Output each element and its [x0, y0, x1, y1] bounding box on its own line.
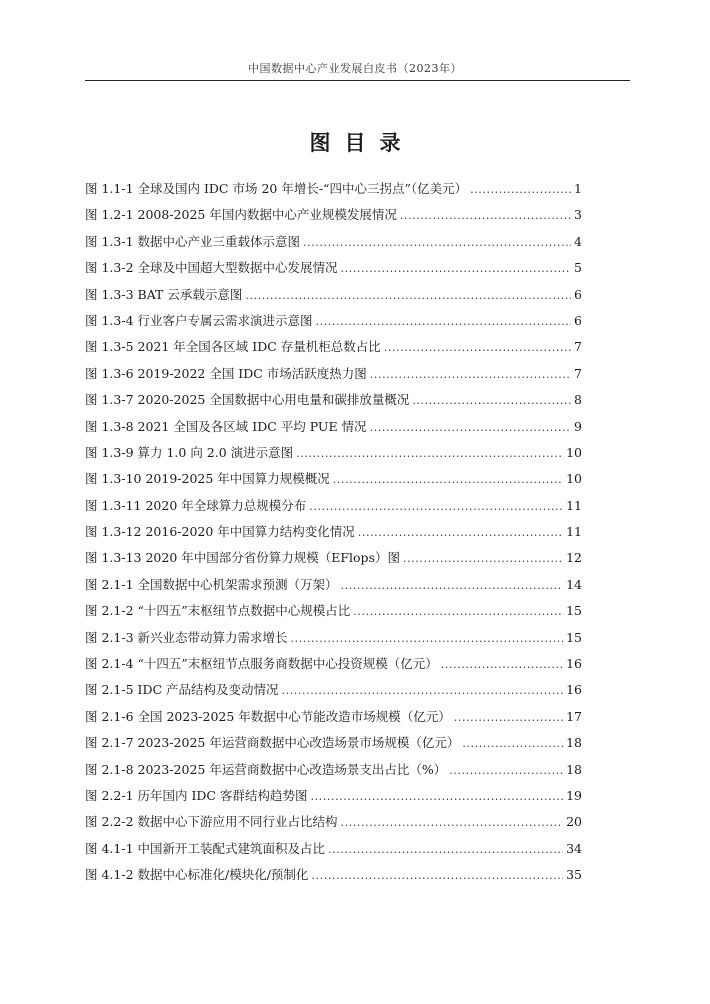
dot-leader [282, 678, 564, 704]
dot-leader [370, 415, 571, 441]
toc-entry[interactable] [85, 519, 582, 545]
toc-entry-label: 图 2.1-8 2023-2025 年运营商数据中心改造场景支出占比（%） [85, 761, 447, 777]
toc-entry-page-number: 8 [574, 392, 582, 408]
dot-leader [311, 863, 563, 889]
toc-entry-label: 图 1.3-5 2021 年全国各区域 IDC 存量机柜总数占比 [85, 339, 381, 355]
toc-entry-label: 图 1.3-3 BAT 云承载示意图 [85, 286, 243, 302]
toc-entry-page-number: 12 [566, 550, 582, 566]
toc-entry-label: 图 2.1-1 全国数据中心机架需求预测（万架） [85, 576, 338, 592]
toc-entry-label: 图 2.2-1 历年国内 IDC 客群结构趋势图 [85, 787, 308, 803]
toc-entry[interactable] [85, 414, 582, 440]
dot-leader [245, 283, 571, 309]
toc-entry-page-number: 3 [574, 207, 582, 223]
toc-entry-page-number: 16 [566, 682, 582, 698]
toc-entry-label: 图 4.1-1 中国新开工装配式建筑面积及占比 [85, 840, 326, 856]
toc-entry-label: 图 2.1-3 新兴业态带动算力需求增长 [85, 629, 288, 645]
toc-entry-page-number: 4 [574, 233, 582, 249]
toc-entry[interactable] [85, 308, 582, 334]
toc-entry-page-number: 7 [574, 339, 582, 355]
toc-entry[interactable] [85, 625, 582, 651]
dot-leader [454, 705, 563, 731]
toc-entry-label: 图 1.3-13 2020 年中国部分省份算力规模（EFlops）图 [85, 550, 400, 566]
toc-entry-label: 图 2.1-2 “十四五”末枢纽节点数据中心规模占比 [85, 603, 351, 619]
dot-leader [341, 810, 564, 836]
dot-leader [470, 177, 571, 203]
dot-leader [370, 362, 571, 388]
toc-entry-label: 图 1.3-9 算力 1.0 向 2.0 演进示意图 [85, 444, 294, 460]
dot-leader [403, 546, 563, 572]
toc-entry-page-number: 10 [566, 471, 582, 487]
toc-entry[interactable] [85, 862, 582, 888]
toc-entry-page-number: 11 [566, 524, 582, 540]
toc-entry[interactable] [85, 440, 582, 466]
toc-entry[interactable] [85, 361, 582, 387]
toc-entry[interactable] [85, 255, 582, 281]
toc-entry-page-number: 18 [566, 761, 582, 777]
dot-leader [310, 784, 563, 810]
toc-entry[interactable] [85, 202, 582, 228]
toc-entry[interactable] [85, 466, 582, 492]
toc-entry-label: 图 1.3-12 2016-2020 年中国算力结构变化情况 [85, 524, 355, 540]
toc-entry[interactable] [85, 387, 582, 413]
toc-entry-label: 图 1.3-10 2019-2025 年中国算力规模概况 [85, 471, 330, 487]
toc-entry-page-number: 15 [566, 629, 582, 645]
toc-entry[interactable] [85, 836, 582, 862]
toc-entry-label: 图 1.3-7 2020-2025 全国数据中心用电量和碳排放量概况 [85, 392, 410, 408]
toc-entry-page-number: 17 [566, 708, 582, 724]
toc-entry-label: 图 2.1-7 2023-2025 年运营商数据中心改造场景市场规模（亿元） [85, 735, 460, 751]
toc-entry-page-number: 10 [566, 444, 582, 460]
toc-entry[interactable] [85, 677, 582, 703]
dot-leader [412, 388, 571, 414]
toc-entry-page-number: 34 [566, 840, 582, 856]
toc-entry-page-number: 1 [574, 181, 582, 196]
toc-entry[interactable] [85, 176, 582, 202]
header-rule [85, 80, 630, 81]
dot-leader [296, 441, 563, 467]
toc-entry[interactable] [85, 809, 582, 835]
dot-leader [328, 837, 563, 863]
toc-entry-label: 图 1.3-1 数据中心产业三重载体示意图 [85, 233, 301, 249]
toc-entry-page-number: 18 [566, 735, 582, 751]
toc-entry-page-number: 15 [566, 603, 582, 619]
toc-entry-label: 图 2.1-4 “十四五”末枢纽节点服务商数据中心投资规模（亿元） [85, 656, 438, 672]
toc-entry-label: 图 1.3-8 2021 全国及各区域 IDC 平均 PUE 情况 [85, 418, 367, 434]
running-header: 中国数据中心产业发展白皮书（2023年） [248, 62, 462, 75]
dot-leader [449, 758, 563, 784]
toc-entry-page-number: 6 [574, 312, 582, 328]
dot-leader [316, 309, 572, 335]
toc-entry-page-number: 19 [566, 787, 582, 803]
toc-entry-page-number: 7 [574, 365, 582, 381]
toc-entry[interactable] [85, 572, 582, 598]
dot-leader [333, 467, 563, 493]
toc-entry-label: 图 1.3-2 全球及中国超大型数据中心发展情况 [85, 260, 338, 276]
dot-leader [291, 626, 564, 652]
toc-entry-label: 图 1.1-1 全球及国内 IDC 市场 20 年增长-“四中心三拐点”（亿美元） [85, 181, 468, 196]
toc-entry[interactable] [85, 757, 582, 783]
dot-leader [309, 494, 563, 520]
toc-entry-page-number: 5 [574, 260, 582, 276]
dot-leader [353, 599, 563, 625]
toc-entry-page-number: 6 [574, 286, 582, 302]
dot-leader [341, 573, 564, 599]
toc-entry[interactable] [85, 493, 582, 519]
toc-entry-page-number: 35 [566, 867, 582, 883]
toc-entry-label: 图 4.1-2 数据中心标准化/模块化/预制化 [85, 867, 309, 883]
toc-entry-page-number: 16 [566, 656, 582, 672]
toc-entry[interactable] [85, 334, 582, 360]
dot-leader [358, 520, 563, 546]
toc-entry-page-number: 14 [566, 576, 582, 592]
toc-list [85, 176, 582, 889]
dot-leader [400, 203, 571, 229]
toc-entry[interactable] [85, 282, 582, 308]
toc-entry[interactable] [85, 598, 582, 624]
toc-entry-page-number: 11 [566, 497, 582, 513]
toc-entry[interactable] [85, 545, 582, 571]
toc-entry-page-number: 20 [566, 814, 582, 830]
toc-entry-label: 图 1.3-4 行业客户专属云需求演进示意图 [85, 312, 313, 328]
toc-title: 图目录 [309, 131, 415, 155]
toc-entry-label: 图 1.3-11 2020 年全球算力总规模分布 [85, 497, 307, 513]
toc-entry-page-number: 9 [574, 418, 582, 434]
dot-leader [441, 652, 563, 678]
dot-leader [384, 335, 571, 361]
toc-entry-label: 图 2.1-5 IDC 产品结构及变动情况 [85, 682, 279, 698]
toc-entry-label: 图 2.2-2 数据中心下游应用不同行业占比结构 [85, 814, 338, 830]
toc-entry[interactable] [85, 704, 582, 730]
toc-entry[interactable] [85, 783, 582, 809]
toc-entry[interactable] [85, 651, 582, 677]
dot-leader [341, 256, 572, 282]
toc-entry[interactable] [85, 229, 582, 255]
toc-entry-label: 图 1.3-6 2019-2022 全国 IDC 市场活跃度热力图 [85, 365, 367, 381]
toc-entry-label: 图 1.2-1 2008-2025 年国内数据中心产业规模发展情况 [85, 207, 397, 223]
dot-leader [303, 230, 571, 256]
dot-leader [462, 731, 563, 757]
toc-entry[interactable] [85, 730, 582, 756]
toc-entry-label: 图 2.1-6 全国 2023-2025 年数据中心节能改造市场规模（亿元） [85, 708, 451, 724]
